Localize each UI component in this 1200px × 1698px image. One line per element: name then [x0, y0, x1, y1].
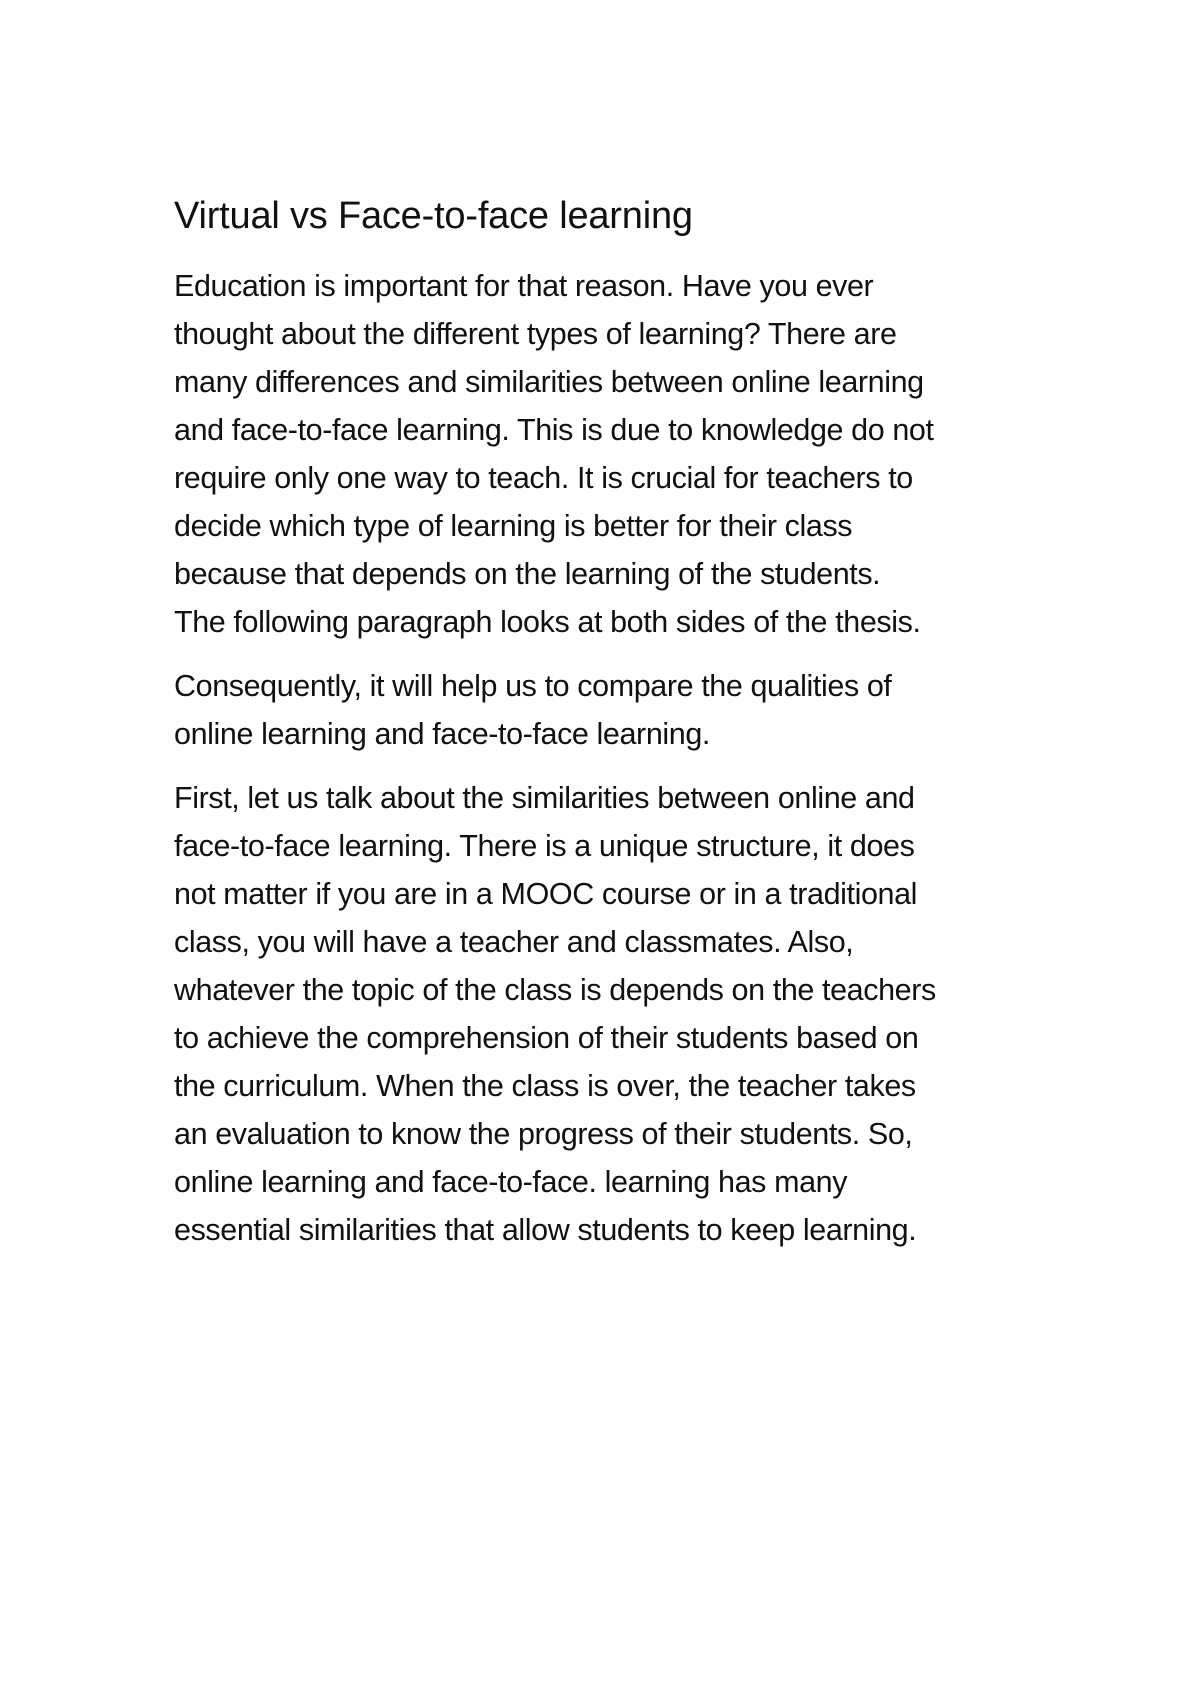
paragraph-line: not matter if you are in a MOOC course or in a traditional	[174, 877, 918, 911]
paragraph-line: decide which type of learning is better for their class	[174, 509, 853, 543]
paragraph-line: thought about the different types of learning? There are	[174, 317, 897, 351]
paragraph-line: class, you will have a teacher and classmates. Also,	[174, 925, 854, 959]
paragraph-line: First, let us talk about the similarities between online and	[174, 781, 915, 815]
paragraph-line: The following paragraph looks at both sides of the thesis.	[174, 605, 921, 639]
paragraph-line: because that depends on the learning of the students.	[174, 557, 881, 591]
paragraph-line: online learning and face-to-face. learning has many	[174, 1165, 848, 1199]
paragraph-line: many differences and similarities between online learning	[174, 365, 924, 399]
paragraph-line: to achieve the comprehension of their students based on	[174, 1021, 919, 1055]
paragraph-line: Education is important for that reason. Have you ever	[174, 269, 874, 303]
paragraph-line: face-to-face learning. There is a unique structure, it does	[174, 829, 915, 863]
paragraph-line: require only one way to teach. It is crucial for teachers to	[174, 461, 913, 495]
paragraph-spacer	[174, 758, 1054, 774]
paragraph-line: Consequently, it will help us to compare the qualities of	[174, 669, 892, 703]
paragraph-intro	[174, 262, 1054, 646]
document-body	[174, 188, 1054, 1254]
paragraph-line: essential similarities that allow students to keep learning.	[174, 1213, 917, 1247]
paragraph-line: online learning and face-to-face learning.	[174, 717, 710, 751]
paragraph-line: and face-to-face learning. This is due to knowledge do not	[174, 413, 934, 447]
paragraph-line: an evaluation to know the progress of their students. So,	[174, 1117, 913, 1151]
document-title: Virtual vs Face-to-face learning	[174, 195, 693, 237]
paragraph-line: the curriculum. When the class is over, the teacher takes	[174, 1069, 916, 1103]
paragraph-line: whatever the topic of the class is depends on the teachers	[174, 973, 936, 1007]
paragraph-transition	[174, 662, 1054, 758]
paragraph-similarities	[174, 774, 1054, 1254]
paragraph-spacer	[174, 646, 1054, 662]
